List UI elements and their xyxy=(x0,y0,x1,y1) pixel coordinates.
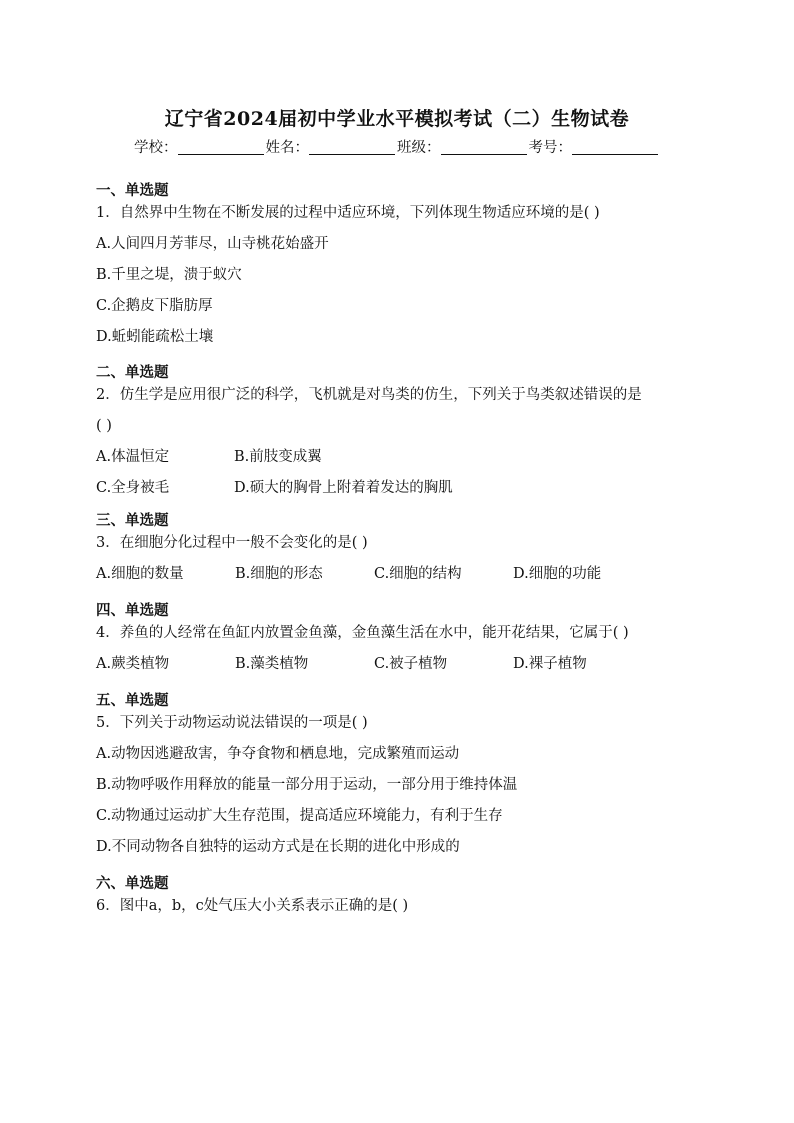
section-heading: 四、单选题 xyxy=(96,602,169,619)
section-5 xyxy=(96,690,716,867)
option-a[interactable]: A.细胞的数量 xyxy=(96,566,184,582)
name-label: 姓名： xyxy=(265,140,309,156)
option-b[interactable]: B.细胞的形态 xyxy=(235,566,323,582)
section-6 xyxy=(96,873,716,926)
question-1: 1．自然界中生物在不断发展的过程中适应环境，下列体现生物适应环境的是( ) xyxy=(96,205,600,221)
exam-number-label: 考号： xyxy=(528,140,572,156)
section-heading: 三、单选题 xyxy=(96,512,169,529)
section-2 xyxy=(96,362,716,508)
question-2: 2．仿生学是应用很广泛的科学，飞机就是对鸟类的仿生，下列关于鸟类叙述错误的是 xyxy=(96,387,642,403)
option-b[interactable]: B.动物呼吸作用释放的能量一部分用于运动，一部分用于维持体温 xyxy=(96,777,518,793)
option-d[interactable]: D.不同动物各自独特的运动方式是在长期的进化中形成的 xyxy=(96,839,460,855)
section-heading: 六、单选题 xyxy=(96,875,169,892)
question-6: 6．图中a，b，c处气压大小关系表示正确的是( ) xyxy=(96,898,409,914)
exam-title: 辽宁省2024届初中学业水平模拟考试（二）生物试卷 xyxy=(164,108,630,130)
option-d[interactable]: D.裸子植物 xyxy=(513,656,587,672)
section-3 xyxy=(96,510,716,594)
question-4: 4．养鱼的人经常在鱼缸内放置金鱼藻，金鱼藻生活在水中，能开花结果，它属于( ) xyxy=(96,625,629,641)
question-5: 5．下列关于动物运动说法错误的一项是( ) xyxy=(96,715,368,731)
option-c[interactable]: C.企鹅皮下脂肪厚 xyxy=(96,298,213,314)
class-blank[interactable] xyxy=(441,140,527,155)
school-label: 学校： xyxy=(134,140,178,156)
section-1 xyxy=(96,180,716,357)
section-heading: 五、单选题 xyxy=(96,692,169,709)
school-blank[interactable] xyxy=(178,140,264,155)
section-heading: 二、单选题 xyxy=(96,364,169,381)
option-c[interactable]: C.动物通过运动扩大生存范围，提高适应环境能力，有利于生存 xyxy=(96,808,503,824)
class-label: 班级： xyxy=(397,140,441,156)
option-b[interactable]: B.藻类植物 xyxy=(235,656,309,672)
section-4 xyxy=(96,600,716,684)
option-d[interactable]: D.细胞的功能 xyxy=(513,566,602,582)
question-3: 3．在细胞分化过程中一般不会变化的是( ) xyxy=(96,535,368,551)
name-blank[interactable] xyxy=(309,140,395,155)
option-c[interactable]: C.细胞的结构 xyxy=(374,566,462,582)
option-b[interactable]: B.前肢变成翼 xyxy=(234,449,322,465)
option-a[interactable]: A.蕨类植物 xyxy=(96,656,170,672)
question-2-continued: ( ) xyxy=(96,418,112,434)
options-row xyxy=(96,563,716,594)
option-d[interactable]: D.蚯蚓能疏松土壤 xyxy=(96,329,214,345)
option-a[interactable]: A.动物因逃避敌害，争夺食物和栖息地，完成繁殖而运动 xyxy=(96,746,460,762)
option-a[interactable]: A.人间四月芳菲尽，山寺桃花始盛开 xyxy=(96,236,329,252)
student-info-line xyxy=(0,136,794,157)
option-a[interactable]: A.体温恒定 xyxy=(96,449,170,465)
option-c[interactable]: C.被子植物 xyxy=(374,656,448,672)
option-d[interactable]: D.硕大的胸骨上附着着发达的胸肌 xyxy=(234,480,453,496)
options-row xyxy=(96,477,716,508)
option-c[interactable]: C.全身被毛 xyxy=(96,480,170,496)
options-row xyxy=(96,446,716,477)
options-row xyxy=(96,653,716,684)
exam-number-blank[interactable] xyxy=(572,140,658,155)
option-b[interactable]: B.千里之堤，溃于蚁穴 xyxy=(96,267,242,283)
section-heading: 一、单选题 xyxy=(96,182,169,199)
